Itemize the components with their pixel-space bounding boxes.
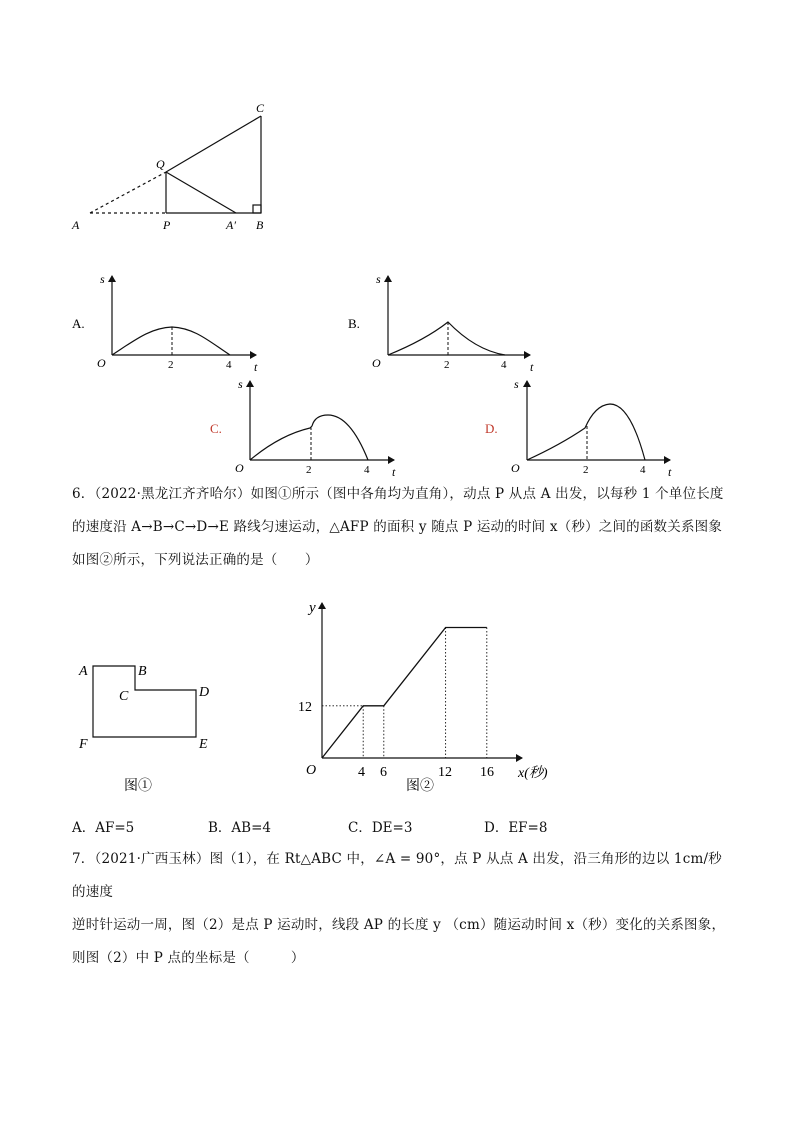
question-7-text xyxy=(72,843,732,975)
graph2-x-tick-4: 4 xyxy=(358,765,365,780)
label-Q: Q xyxy=(156,157,165,171)
option-a-t-label: t xyxy=(254,360,258,374)
graph2-origin: O xyxy=(306,763,317,778)
option-c-s-label: s xyxy=(238,377,243,391)
label-A: A xyxy=(72,218,80,232)
option-a-origin: O xyxy=(97,356,106,370)
option-d-t-label: t xyxy=(668,465,672,479)
label-C: C xyxy=(256,101,265,115)
label-A-prime: A′ xyxy=(226,218,236,232)
shape-label-E: E xyxy=(199,737,208,752)
option-d-letter: D. xyxy=(485,421,498,436)
question-6-line-3: 如图②所示，下列说法正确的是（ ） xyxy=(72,552,319,568)
shape-label-D: D xyxy=(199,685,210,700)
option-a-tick-2: 2 xyxy=(168,359,174,371)
option-a-letter: A. xyxy=(72,316,85,331)
option-b[interactable]: B．AB=4 xyxy=(208,820,271,836)
option-c[interactable]: C．DE=3 xyxy=(348,820,413,836)
option-a-s-label: s xyxy=(100,272,105,286)
figure-1-caption: 图① xyxy=(124,779,152,794)
question-7-line-3: 则图（2）中 P 点的坐标是（ ） xyxy=(72,950,305,966)
graph2-x-tick-12: 12 xyxy=(438,765,452,780)
shape-label-A: A xyxy=(79,664,88,679)
option-b-letter: B. xyxy=(348,316,360,331)
question-7-line-2: 逆时针运动一周，图（2）是点 P 运动时，线段 AP 的长度 y （cm）随运动时间 x（秒）变化的关系图象， xyxy=(72,917,726,933)
option-d-tick-2: 2 xyxy=(583,464,589,476)
label-B: B xyxy=(256,218,264,232)
graph2-y-label: y xyxy=(309,600,316,616)
question-6-line-2: 的速度沿 A→B→C→D→E 路线匀速运动，△AFP 的面积 y 随点 P 运动的时间 x（秒）之间的函数关系图象 xyxy=(72,519,723,535)
label-P: P xyxy=(163,218,171,232)
graph2-x-tick-6: 6 xyxy=(380,765,387,780)
option-d[interactable]: D．EF=8 xyxy=(484,820,548,836)
figure-2-caption: 图② xyxy=(406,779,434,794)
option-b-tick-2: 2 xyxy=(444,359,450,371)
shape-label-F: F xyxy=(79,737,88,752)
option-d-origin: O xyxy=(511,461,520,475)
graph2-x-label: x(秒) xyxy=(518,766,548,781)
question-6-line-1: 6．（2022·黑龙江齐齐哈尔）如图①所示（图中各角均为直角），动点 P 从点 A 出发，以每秒 1 个单位长度 xyxy=(72,486,724,502)
graph2-y-tick-12: 12 xyxy=(298,700,312,715)
option-b-tick-4: 4 xyxy=(501,359,507,371)
option-c-origin: O xyxy=(235,461,244,475)
option-b-t-label: t xyxy=(530,360,534,374)
graph2-series-line xyxy=(322,628,487,759)
option-a-tick-4: 4 xyxy=(226,359,232,371)
option-b-s-label: s xyxy=(376,272,381,286)
option-a[interactable]: A．AF=5 xyxy=(72,820,135,836)
option-d-tick-4: 4 xyxy=(640,464,646,476)
question-7-line-1: 7．（2021·广西玉林）图（1），在 Rt△ABC 中，∠A = 90°，点 P 从点 A 出发，沿三角形的边以 1cm/秒的速度 xyxy=(72,851,722,900)
shape-label-B: B xyxy=(138,664,147,679)
option-c-tick-2: 2 xyxy=(306,464,312,476)
option-c-tick-4: 4 xyxy=(364,464,370,476)
option-c-t-label: t xyxy=(392,465,396,479)
option-b-origin: O xyxy=(372,356,381,370)
graph2-x-tick-16: 16 xyxy=(480,765,494,780)
option-d-s-label: s xyxy=(514,377,519,391)
shape-label-C: C xyxy=(119,689,129,704)
question-6-options xyxy=(72,816,732,840)
option-c-letter: C. xyxy=(210,421,222,436)
